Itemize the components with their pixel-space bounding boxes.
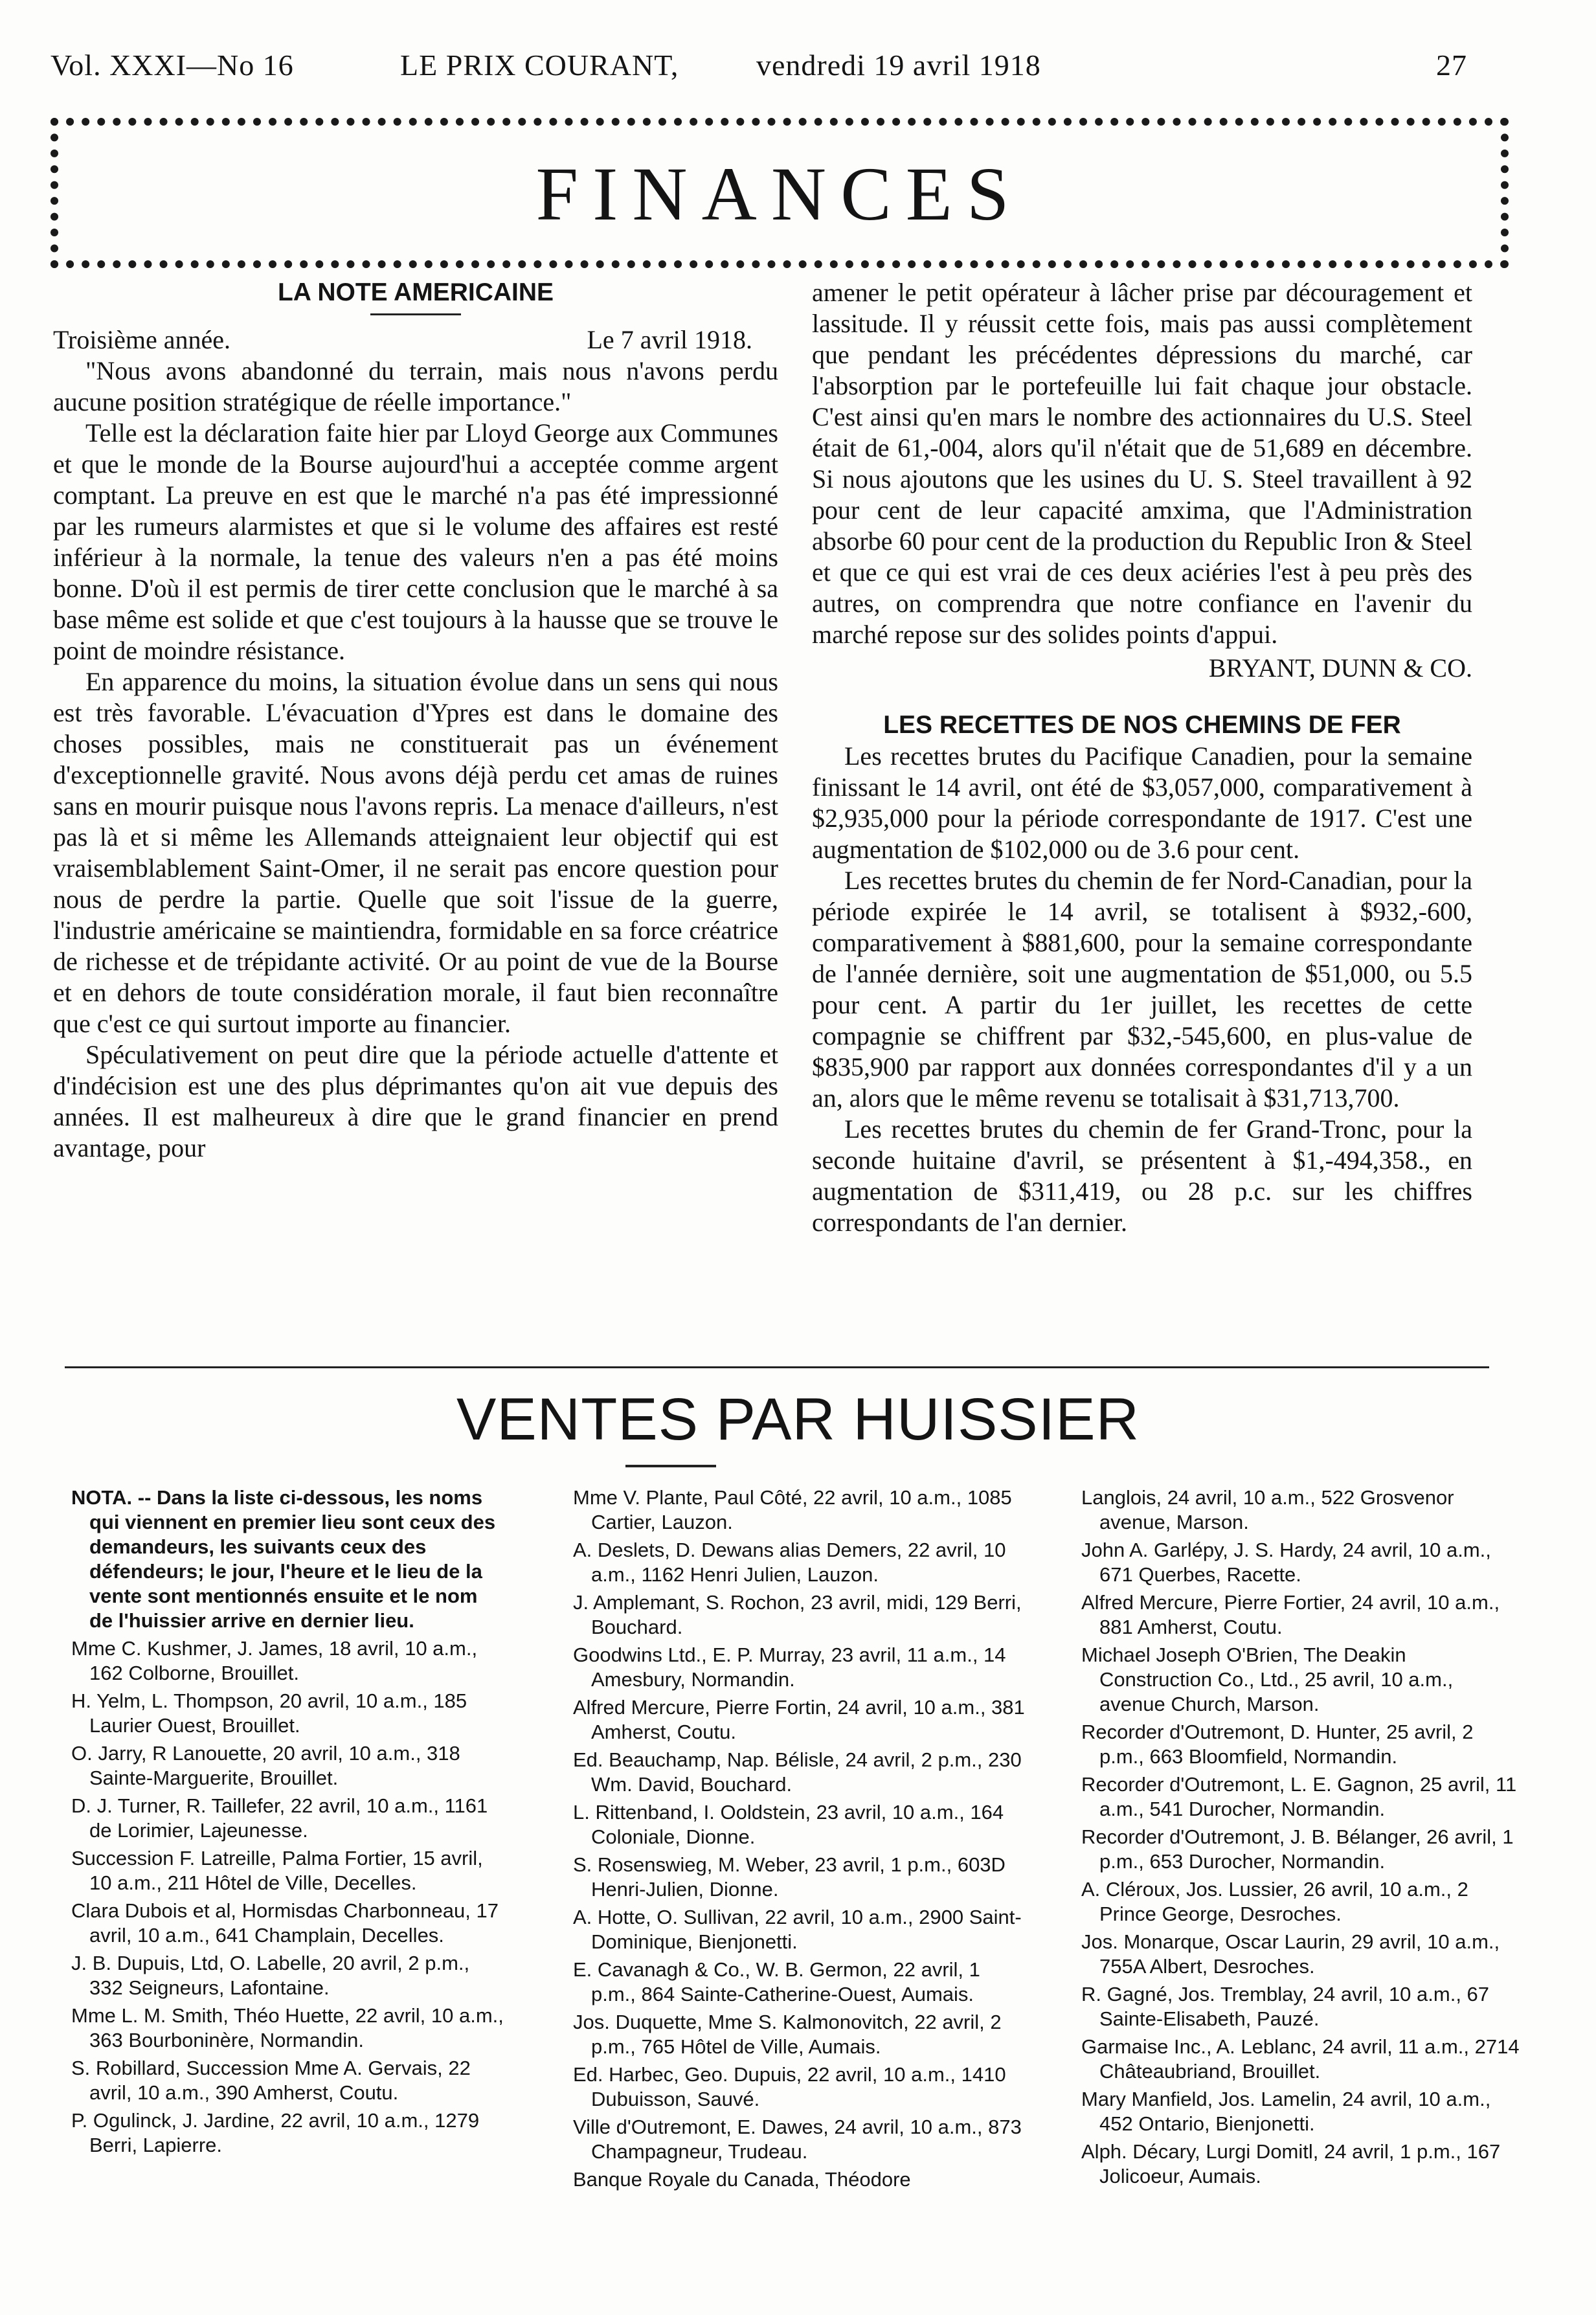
title-rule [625, 1465, 716, 1467]
paragraph: Les recettes brutes du chemin de fer Nord-Canadian, pour la période expirée le 14 avril, se totalisent à $932,-600, comparativement à $881,600, pour la semaine correspondante de l'année dernière, soit une augmentation de $51,000, ou 5.5 pour cent. A partir du 1er juillet, les recettes de cette compagnie se chiffrent par $32,-545,600, en plus-value de $835,900 par rapport aux données correspondantes d'il y a un an, alors que le même revenu se totalisait à $31,713,700. [812, 866, 1472, 1112]
dateline-right: Le 7 avril 1918. [587, 325, 752, 354]
section-title: FINANCES [535, 152, 1024, 236]
list-item: Jos. Monarque, Oscar Laurin, 29 avril, 10 a.m., 755A Albert, Desroches. [1081, 1930, 1500, 1978]
paragraph: "Nous avons abandonné du terrain, mais nous n'avons perdu aucune position stratégique de réelle importance." [53, 356, 778, 416]
list-item: L. Rittenband, I. Ooldstein, 23 avril, 10 a.m., 164 Coloniale, Dionne. [573, 1801, 1004, 1848]
list-item: E. Cavanagh & Co., W. B. Germon, 22 avril, 1 p.m., 864 Sainte-Catherine-Ouest, Aumais. [573, 1958, 980, 2005]
ventes-column-3 [1081, 1485, 1522, 2192]
list-item: Alph. Décary, Lurgi Domitl, 24 avril, 1 p.m., 167 Jolicoeur, Aumais. [1081, 2140, 1501, 2187]
paragraph: amener le petit opérateur à lâcher prise par découragement et lassitude. Il y réussit cette fois, mais pas aussi complètement que pendant les précédentes dépressions du marché, car l'absorption par le portefeuille lui fait chaque jour obstacle. C'est ainsi qu'en mars le nombre des actionnaires du U.S. Steel était de 61,-004, alors qu'il n'était que de 51,689 en décembre. Si nous ajoutons que les usines du U. S. Steel travaillent à 92 pour cent de leur capacité amxima, que l'Administration absorbe 60 pour cent de la production du Republic Iron & Steel et que ce qui est vrai de ces deux aciéries l'est à peu près des autres, on comprendra que notre confiance en l'avenir du marché repose sur des solides points d'appui. [812, 278, 1472, 649]
title-rule [370, 313, 461, 315]
list-item: J. Amplemant, S. Rochon, 23 avril, midi, 129 Berri, Bouchard. [573, 1591, 1022, 1638]
dateline-left: Troisième année. [53, 325, 231, 354]
nota-paragraph: NOTA. -- Dans la liste ci-dessous, les noms qui viennent en premier lieu sont ceux des demandeurs, les suivants ceux des défendeurs; le jour, l'heure et le lieu de la vente sont mentionnés ensuite et le nom de l'huissier arrive en dernier lieu. [71, 1486, 496, 1632]
list-item: R. Gagné, Jos. Tremblay, 24 avril, 10 a.m., 67 Sainte-Elisabeth, Pauzé. [1081, 1983, 1490, 2030]
list-item: Garmaise Inc., A. Leblanc, 24 avril, 11 a.m., 2714 Châteaubriand, Brouillet. [1081, 2035, 1520, 2083]
section-divider [65, 1366, 1489, 1368]
list-item: S. Robillard, Succession Mme A. Gervais, 22 avril, 10 a.m., 390 Amherst, Coutu. [71, 2057, 471, 2104]
finances-banner [51, 118, 1509, 268]
list-item: Recorder d'Outremont, D. Hunter, 25 avril, 2 p.m., 663 Bloomfield, Normandin. [1081, 1721, 1474, 1768]
right-article-column [812, 277, 1472, 1238]
list-item: Succession F. Latreille, Palma Fortier, 15 avril, 10 a.m., 211 Hôtel de Ville, Decelles. [71, 1847, 483, 1894]
paragraph: En apparence du moins, la situation évolue dans un sens qui nous est très favorable. L'évacuation d'Ypres est dans le domaine des choses possibles, mais ne constituerait pas un événement d'exceptionnelle gravité. Nous avons déjà perdu cet amas de ruines sans en mourir puisque nous l'avons repris. La menace d'ailleurs, n'est pas là et si même les Allemands atteignaient leur objectif qui est vraisemblablement Saint-Omer, il ne serait pas encore question pour nous de perdre la partie. Quelle que soit l'issue de la guerre, l'industrie américaine se maintiendra, formidable en sa force créatrice de richesse et de trépidante activité. Or au point de vue de la Bourse et en dehors de toute considération morale, il faut bien reconnaître que c'est ce qui surtout importe au financier. [53, 667, 778, 1038]
list-item: A. Cléroux, Jos. Lussier, 26 avril, 10 a.m., 2 Prince George, Desroches. [1081, 1878, 1468, 1925]
list-item: H. Yelm, L. Thompson, 20 avril, 10 a.m., 185 Laurier Ouest, Brouillet. [71, 1689, 467, 1737]
issue-date: vendredi 19 avril 1918 [756, 49, 1041, 82]
article-title: LES RECETTES DE NOS CHEMINS DE FER [883, 711, 1401, 739]
list-item: Mary Manfield, Jos. Lamelin, 24 avril, 10 a.m., 452 Ontario, Bienjonetti. [1081, 2088, 1491, 2135]
list-item: Ville d'Outremont, E. Dawes, 24 avril, 10 a.m., 873 Champagneur, Trudeau. [573, 2116, 1022, 2163]
paragraph: Telle est la déclaration faite hier par Lloyd George aux Communes et que le monde de la Bourse aujourd'hui a acceptée comme argent comptant. La preuve en est que le marché n'a pas été impressionné par les rumeurs alarmistes et que si le volume des affaires est resté inférieur à la normale, la tenue des valeurs n'en a pas été moins bonne. D'où il est permis de tirer cette conclusion que le marché à sa base même est solide et que c'est toujours à la hausse que se trouve le point de moindre résistance. [53, 418, 778, 665]
ventes-column-1 [71, 1485, 505, 2161]
ventes-column-2 [573, 1485, 1026, 2195]
list-item: A. Hotte, O. Sullivan, 22 avril, 10 a.m., 2900 Saint-Dominique, Bienjonetti. [573, 1906, 1022, 1953]
list-item: Recorder d'Outremont, J. B. Bélanger, 26 avril, 1 p.m., 653 Durocher, Normandin. [1081, 1825, 1514, 1873]
list-item: Recorder d'Outremont, L. E. Gagnon, 25 avril, 11 a.m., 541 Durocher, Normandin. [1081, 1773, 1517, 1820]
list-item: Jos. Duquette, Mme S. Kalmonovitch, 22 avril, 2 p.m., 765 Hôtel de Ville, Aumais. [573, 2011, 1002, 2058]
paragraph: Spéculativement on peut dire que la période actuelle d'attente et d'indécision est une des plus déprimantes qu'on ait vue depuis des années. Il est malheureux à dire que le grand financier en prend avantage, pour [53, 1040, 778, 1162]
ventes-title: VENTES PAR HUISSIER [456, 1386, 1140, 1452]
journal-name: LE PRIX COURANT, [400, 49, 679, 82]
signature: BRYANT, DUNN & CO. [1208, 653, 1472, 683]
page-header [51, 48, 1467, 87]
volume-number: Vol. XXXI—No 16 [51, 49, 294, 82]
list-item: Mme C. Kushmer, J. James, 18 avril, 10 a.m., 162 Colborne, Brouillet. [71, 1637, 478, 1684]
list-item: Ed. Harbec, Geo. Dupuis, 22 avril, 10 a.m., 1410 Dubuisson, Sauvé. [573, 2063, 1006, 2110]
list-item: Clara Dubois et al, Hormisdas Charbonneau, 17 avril, 10 a.m., 641 Champlain, Decelles. [71, 1899, 499, 1947]
list-item: Langlois, 24 avril, 10 a.m., 522 Grosvenor avenue, Marson. [1081, 1486, 1454, 1533]
note-americaine-column [53, 277, 778, 1164]
list-item: Alfred Mercure, Pierre Fortin, 24 avril, 10 a.m., 381 Amherst, Coutu. [573, 1696, 1025, 1743]
list-item: John A. Garlépy, J. S. Hardy, 24 avril, 10 a.m., 671 Querbes, Racette. [1081, 1539, 1491, 1586]
page-number: 27 [1436, 49, 1467, 82]
list-item: O. Jarry, R Lanouette, 20 avril, 10 a.m., 318 Sainte-Marguerite, Brouillet. [71, 1742, 460, 1789]
list-item: Ed. Beauchamp, Nap. Bélisle, 24 avril, 2 p.m., 230 Wm. David, Bouchard. [573, 1748, 1022, 1796]
list-item: J. B. Dupuis, Ltd, O. Labelle, 20 avril, 2 p.m., 332 Seigneurs, Lafontaine. [71, 1952, 470, 1999]
list-item: Mme V. Plante, Paul Côté, 22 avril, 10 a.m., 1085 Cartier, Lauzon. [573, 1486, 1012, 1533]
dateline [53, 324, 778, 356]
paragraph: Les recettes brutes du chemin de fer Grand-Tronc, pour la seconde huitaine d'avril, se présentent à $1,-494,358., en augmentation de $311,419, ou 28 p.c. sur les chiffres correspondants de l'an dernier. [812, 1114, 1472, 1237]
list-item: Mme L. M. Smith, Théo Huette, 22 avril, 10 a.m., 363 Bourboninère, Normandin. [71, 2004, 504, 2051]
paragraph: Les recettes brutes du Pacifique Canadien, pour la semaine finissant le 14 avril, ont été de $3,057,000, comparativement à $2,935,000 pour la période correspondante de 1917. C'est une augmentation de $102,000 ou de 3.6 pour cent. [812, 741, 1472, 864]
list-item: D. J. Turner, R. Taillefer, 22 avril, 10 a.m., 1161 de Lorimier, Lajeunesse. [71, 1794, 488, 1842]
list-item: Alfred Mercure, Pierre Fortier, 24 avril, 10 a.m., 881 Amherst, Coutu. [1081, 1591, 1500, 1638]
list-item: Goodwins Ltd., E. P. Murray, 23 avril, 11 a.m., 14 Amesbury, Normandin. [573, 1643, 1006, 1691]
list-item: Banque Royale du Canada, Théodore [573, 2168, 911, 2191]
list-item: Michael Joseph O'Brien, The Deakin Construction Co., Ltd., 25 avril, 10 a.m., avenue Church, Marson. [1081, 1643, 1454, 1715]
list-item: P. Ogulinck, J. Jardine, 22 avril, 10 a.m., 1279 Berri, Lapierre. [71, 2109, 480, 2156]
article-title: LA NOTE AMERICAINE [277, 278, 554, 306]
list-item: A. Deslets, D. Dewans alias Demers, 22 avril, 10 a.m., 1162 Henri Julien, Lauzon. [573, 1539, 1006, 1586]
list-item: S. Rosenswieg, M. Weber, 23 avril, 1 p.m., 603D Henri-Julien, Dionne. [573, 1853, 1006, 1901]
